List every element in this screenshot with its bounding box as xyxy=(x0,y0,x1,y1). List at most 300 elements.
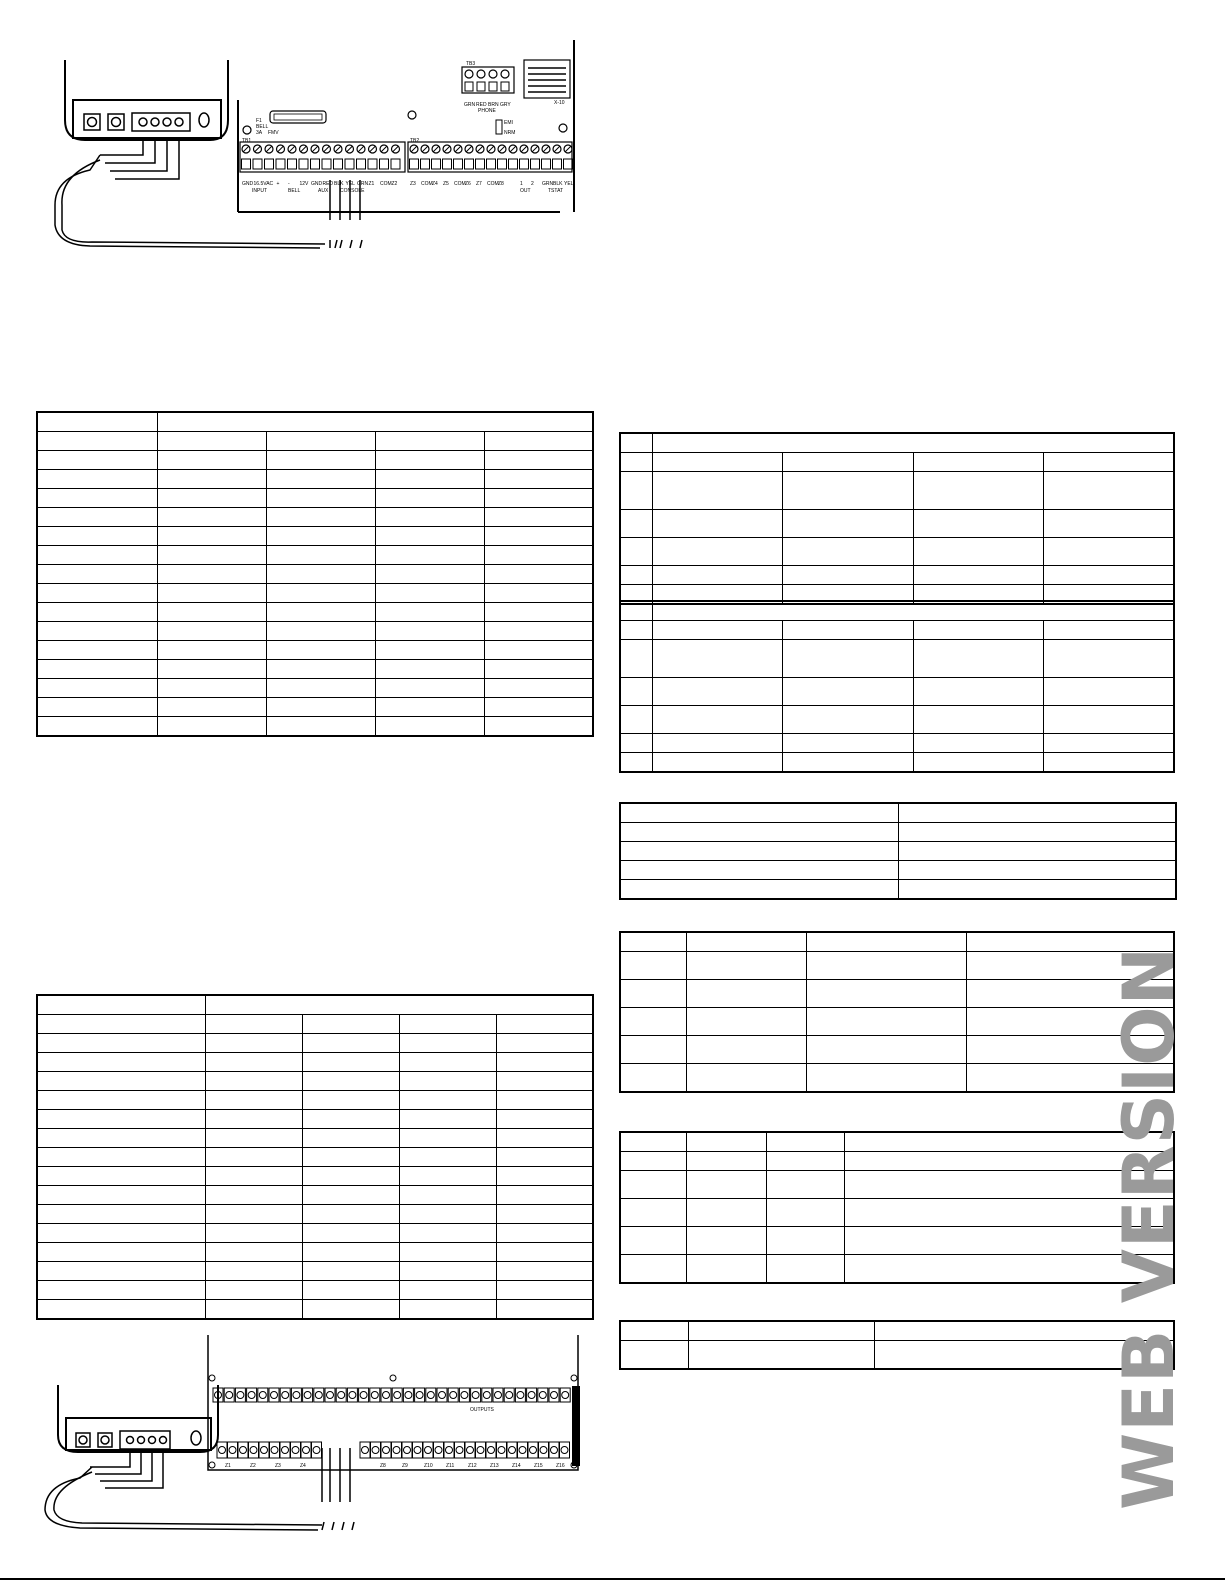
terminal-screw xyxy=(477,70,485,78)
table-cell xyxy=(484,489,593,508)
table-cell xyxy=(898,823,1176,842)
terminal-label: Z6 xyxy=(465,181,471,187)
table-row xyxy=(620,1152,1174,1171)
table-cell xyxy=(37,1205,205,1224)
table-cell xyxy=(620,706,652,734)
table-cell xyxy=(37,508,157,527)
table-cell xyxy=(484,603,593,622)
table-cell xyxy=(1044,678,1175,706)
terminal-screw xyxy=(229,1447,236,1454)
table-cell xyxy=(620,734,652,753)
table-row xyxy=(620,601,1174,621)
table-cell xyxy=(37,470,157,489)
table-cell xyxy=(37,432,157,451)
jumper-label: NRM xyxy=(504,130,516,136)
table-row xyxy=(620,566,1174,585)
terminal-label: Z7 xyxy=(476,181,482,187)
table-cell xyxy=(205,1167,302,1186)
table-cell xyxy=(157,451,266,470)
table-cell xyxy=(37,1015,205,1034)
terminal-screw xyxy=(250,1447,257,1454)
table-cell xyxy=(399,1072,496,1091)
table-cell xyxy=(1044,453,1175,472)
table-row xyxy=(620,734,1174,753)
table-cell xyxy=(898,880,1176,900)
terminal-screw xyxy=(517,1392,524,1399)
zone-label: Z2 xyxy=(250,1463,256,1469)
table-cell xyxy=(496,1110,593,1129)
table-cell xyxy=(898,842,1176,861)
table-cell xyxy=(157,679,266,698)
table-cell xyxy=(484,470,593,489)
table-cell xyxy=(783,538,914,566)
table-row xyxy=(620,1341,1174,1369)
table-row xyxy=(37,1186,593,1205)
table-cell xyxy=(205,1110,302,1129)
table-row xyxy=(620,640,1174,678)
table-cell xyxy=(375,470,484,489)
terminal-group-label: OUT xyxy=(520,188,531,194)
table-cell xyxy=(205,1034,302,1053)
table-row xyxy=(37,1110,593,1129)
table-cell xyxy=(37,527,157,546)
terminal-screw xyxy=(404,1447,411,1454)
table-cell xyxy=(806,1008,966,1036)
table-cell xyxy=(205,1015,302,1034)
table-cell xyxy=(205,1243,302,1262)
terminal-label: Z5 xyxy=(443,181,449,187)
table-cell xyxy=(205,995,593,1015)
table-cell xyxy=(37,489,157,508)
table-cell xyxy=(157,565,266,584)
table-cell xyxy=(302,1205,399,1224)
table-cell xyxy=(157,546,266,565)
table-row xyxy=(620,1132,1174,1152)
console-module xyxy=(65,60,228,140)
terminal-screw xyxy=(271,1447,278,1454)
terminal-screw xyxy=(439,1392,446,1399)
table-row xyxy=(620,932,1174,952)
table-row xyxy=(37,1034,593,1053)
console-module xyxy=(58,1385,218,1452)
table-cell xyxy=(620,510,652,538)
table-cell xyxy=(37,1148,205,1167)
outputs-label: OUTPUTS xyxy=(470,1407,494,1413)
table-cell xyxy=(496,1262,593,1281)
table-row xyxy=(620,1171,1174,1199)
table-cell xyxy=(205,1281,302,1300)
left-table-1 xyxy=(36,411,594,737)
terminal-screw xyxy=(461,1392,468,1399)
terminal-screw xyxy=(483,1392,490,1399)
terminal-screw xyxy=(472,1392,479,1399)
terminal-screw xyxy=(261,1447,268,1454)
table-cell xyxy=(266,432,375,451)
table-cell xyxy=(806,1064,966,1092)
zone-label: Z10 xyxy=(424,1463,433,1469)
terminal-label: 16.5VAC xyxy=(253,181,274,187)
table-row xyxy=(620,1321,1174,1341)
table-cell xyxy=(652,621,783,640)
table-cell xyxy=(652,678,783,706)
table-cell xyxy=(399,1224,496,1243)
table-cell xyxy=(652,706,783,734)
table-cell xyxy=(37,1129,205,1148)
x10-label: X-10 xyxy=(554,100,565,106)
terminal-clamp xyxy=(311,159,320,169)
table-cell xyxy=(37,546,157,565)
table-cell xyxy=(620,538,652,566)
table-cell xyxy=(652,601,1174,621)
table-cell xyxy=(375,603,484,622)
table-cell xyxy=(913,510,1044,538)
table-cell xyxy=(484,679,593,698)
table-cell xyxy=(620,1064,686,1092)
table-cell xyxy=(766,1171,844,1199)
table-cell xyxy=(496,1148,593,1167)
table-cell xyxy=(1044,753,1175,773)
table-cell xyxy=(620,932,686,952)
terminal-screw xyxy=(562,1392,569,1399)
terminal-clamp xyxy=(276,159,285,169)
terminal-clamp xyxy=(421,159,430,169)
page-bottom-rule xyxy=(0,1578,1225,1580)
table-cell xyxy=(399,1110,496,1129)
table-cell xyxy=(37,1053,205,1072)
zone-label: Z8 xyxy=(380,1463,386,1469)
table-cell xyxy=(399,1167,496,1186)
table-cell xyxy=(302,1091,399,1110)
terminal-screw xyxy=(450,1392,457,1399)
table-cell xyxy=(37,660,157,679)
table-row xyxy=(37,1167,593,1186)
terminal-screw xyxy=(304,1392,311,1399)
table-cell xyxy=(913,734,1044,753)
table-cell xyxy=(399,1015,496,1034)
table-cell xyxy=(652,510,783,538)
table-cell xyxy=(686,1227,766,1255)
table-cell xyxy=(496,1167,593,1186)
table-cell xyxy=(37,565,157,584)
terminal-screw xyxy=(498,1447,505,1454)
table-cell xyxy=(913,472,1044,510)
table-cell xyxy=(913,566,1044,585)
console-cable xyxy=(45,1448,354,1530)
terminal-clamp xyxy=(454,159,463,169)
table-cell xyxy=(375,432,484,451)
table-cell xyxy=(496,1224,593,1243)
table-cell xyxy=(620,1227,686,1255)
tb3-label: TB3 xyxy=(466,61,476,67)
table-cell xyxy=(37,995,205,1015)
terminal-screw xyxy=(282,1392,289,1399)
terminal-screw xyxy=(530,1447,537,1454)
table-cell xyxy=(496,1072,593,1091)
terminal-screw xyxy=(360,1392,367,1399)
zone-label: Z4 xyxy=(300,1463,306,1469)
table-cell xyxy=(375,565,484,584)
zone-label: Z16 xyxy=(556,1463,565,1469)
terminal-screw xyxy=(488,1447,495,1454)
terminal-screw xyxy=(271,1392,278,1399)
table-cell xyxy=(620,678,652,706)
terminal-screw xyxy=(362,1447,369,1454)
table-cell xyxy=(302,1262,399,1281)
table-cell xyxy=(496,1186,593,1205)
terminal-label: GRN xyxy=(464,102,476,108)
table-cell xyxy=(783,734,914,753)
table-row xyxy=(37,995,593,1015)
table-cell xyxy=(375,489,484,508)
terminal-clamp xyxy=(242,159,251,169)
table-cell xyxy=(302,1053,399,1072)
table-cell xyxy=(620,433,652,453)
terminal-screw xyxy=(425,1447,432,1454)
table-cell xyxy=(37,622,157,641)
table-cell xyxy=(484,508,593,527)
terminal-label: GND xyxy=(311,181,323,187)
terminal-screw xyxy=(293,1392,300,1399)
table-row xyxy=(37,603,593,622)
table-cell xyxy=(484,527,593,546)
table-cell xyxy=(496,1243,593,1262)
tb1-label: TB1 xyxy=(242,138,252,144)
table-row xyxy=(620,980,1174,1008)
table-cell xyxy=(157,698,266,717)
table-cell xyxy=(620,1152,686,1171)
terminal-clamp xyxy=(443,159,452,169)
terminal-clamp xyxy=(299,159,308,169)
table-cell xyxy=(686,1255,766,1283)
terminal-screw xyxy=(303,1447,310,1454)
table-cell xyxy=(375,527,484,546)
terminal-screw xyxy=(467,1447,474,1454)
table-row xyxy=(37,1281,593,1300)
table-cell xyxy=(484,641,593,660)
table-cell xyxy=(205,1205,302,1224)
table-row xyxy=(37,1243,593,1262)
terminal-label: 12V xyxy=(299,181,309,187)
table-cell xyxy=(157,508,266,527)
table-cell xyxy=(652,753,783,773)
table-cell xyxy=(496,1015,593,1034)
table-cell xyxy=(806,932,966,952)
table-row xyxy=(620,510,1174,538)
zone-label: Z12 xyxy=(468,1463,477,1469)
table-cell xyxy=(399,1053,496,1072)
table-cell xyxy=(37,698,157,717)
table-row xyxy=(37,698,593,717)
table-cell xyxy=(302,1300,399,1320)
terminal-label: Z3 xyxy=(410,181,416,187)
table-cell xyxy=(783,753,914,773)
table-cell xyxy=(157,641,266,660)
terminal-clamp xyxy=(391,159,400,169)
terminal-screw xyxy=(315,1392,322,1399)
table-row xyxy=(37,717,593,737)
table-cell xyxy=(620,1341,688,1369)
terminal-label: GRN xyxy=(357,181,369,187)
table-cell xyxy=(484,546,593,565)
table-cell xyxy=(484,717,593,737)
table-cell xyxy=(205,1091,302,1110)
table-cell xyxy=(205,1072,302,1091)
terminal-screw xyxy=(456,1447,463,1454)
table-cell xyxy=(496,1300,593,1320)
fuse-label: 3A xyxy=(256,130,263,136)
table-row xyxy=(620,823,1176,842)
table-row xyxy=(37,1300,593,1320)
table-row xyxy=(37,489,593,508)
table-cell xyxy=(913,640,1044,678)
table-cell xyxy=(766,1255,844,1283)
table-row xyxy=(37,508,593,527)
terminal-group-label: AUX xyxy=(318,188,329,194)
table-row xyxy=(620,1008,1174,1036)
table-cell xyxy=(375,679,484,698)
table-cell xyxy=(620,601,652,621)
terminal-clamp xyxy=(288,159,297,169)
table-cell xyxy=(266,717,375,737)
terminal-screw xyxy=(237,1392,244,1399)
table-cell xyxy=(620,880,898,900)
terminal-label: 1 xyxy=(520,181,523,187)
right-table-5 xyxy=(619,1131,1175,1284)
table-cell xyxy=(620,1321,688,1341)
table-cell xyxy=(399,1034,496,1053)
terminal-clamp xyxy=(368,159,377,169)
table-cell xyxy=(37,1281,205,1300)
table-cell xyxy=(37,1110,205,1129)
table-cell xyxy=(766,1152,844,1171)
terminal-screw xyxy=(259,1392,266,1399)
table-cell xyxy=(37,451,157,470)
table-cell xyxy=(375,508,484,527)
terminal-screw xyxy=(416,1392,423,1399)
terminal-screw xyxy=(248,1392,255,1399)
terminal-label: YEL xyxy=(564,181,574,187)
table-cell xyxy=(484,451,593,470)
table-cell xyxy=(688,1321,874,1341)
terminal-label: COM xyxy=(380,181,392,187)
table-cell xyxy=(620,952,686,980)
table-cell xyxy=(620,1255,686,1283)
terminal-label: BLK xyxy=(334,181,344,187)
terminal-clamp xyxy=(520,159,529,169)
terminal-screw xyxy=(338,1392,345,1399)
terminal-screw xyxy=(528,1392,535,1399)
table-cell xyxy=(37,1091,205,1110)
table-cell xyxy=(686,932,806,952)
table-cell xyxy=(302,1034,399,1053)
table-cell xyxy=(399,1281,496,1300)
terminal-label: GRN xyxy=(542,181,554,187)
table-row xyxy=(620,1036,1174,1064)
table-cell xyxy=(686,952,806,980)
table-row xyxy=(37,1015,593,1034)
table-cell xyxy=(766,1132,844,1152)
table-cell xyxy=(783,566,914,585)
table-row xyxy=(620,1227,1174,1255)
table-cell xyxy=(266,603,375,622)
table-cell xyxy=(686,1171,766,1199)
terminal-screw xyxy=(383,1392,390,1399)
table-cell xyxy=(913,678,1044,706)
table-cell xyxy=(898,861,1176,880)
table-cell xyxy=(620,566,652,585)
table-row xyxy=(620,678,1174,706)
table-cell xyxy=(620,1036,686,1064)
table-cell xyxy=(652,640,783,678)
table-row xyxy=(37,565,593,584)
right-table-2 xyxy=(619,600,1175,773)
table-cell xyxy=(37,412,157,432)
table-cell xyxy=(898,803,1176,823)
table-row xyxy=(37,584,593,603)
table-cell xyxy=(652,453,783,472)
table-cell xyxy=(1044,706,1175,734)
table-cell xyxy=(620,823,898,842)
terminal-screw xyxy=(519,1447,526,1454)
table-cell xyxy=(620,861,898,880)
table-cell xyxy=(620,1132,686,1152)
terminal-screw xyxy=(489,70,497,78)
terminal-clamp xyxy=(334,159,343,169)
table-cell xyxy=(399,1129,496,1148)
table-cell xyxy=(399,1186,496,1205)
left-table-2 xyxy=(36,994,594,1320)
table-cell xyxy=(375,698,484,717)
terminal-clamp xyxy=(531,159,540,169)
table-cell xyxy=(686,980,806,1008)
table-cell xyxy=(37,1224,205,1243)
fuse-label: BELL xyxy=(256,124,269,130)
terminal-label: COM xyxy=(487,181,499,187)
table-cell xyxy=(302,1224,399,1243)
table-cell xyxy=(620,803,898,823)
table-cell xyxy=(375,641,484,660)
watermark: WEB VERSION xyxy=(1108,945,1190,1510)
table-cell xyxy=(399,1091,496,1110)
table-cell xyxy=(484,698,593,717)
table-cell xyxy=(913,538,1044,566)
terminal-screw xyxy=(465,70,473,78)
terminal-screw xyxy=(394,1392,401,1399)
table-cell xyxy=(783,640,914,678)
terminal-screw xyxy=(393,1447,400,1454)
table-cell xyxy=(266,451,375,470)
terminal-label: BRN xyxy=(488,102,499,108)
table-cell xyxy=(266,622,375,641)
table-cell xyxy=(620,640,652,678)
table-cell xyxy=(1044,510,1175,538)
terminal-clamp xyxy=(380,159,389,169)
terminal-screw xyxy=(327,1392,334,1399)
table-cell xyxy=(620,980,686,1008)
terminal-screw xyxy=(405,1392,412,1399)
jumper-label: EMI xyxy=(504,120,513,126)
terminal-screw xyxy=(539,1392,546,1399)
bottom-wiring-diagram xyxy=(0,1330,600,1545)
expansion-board xyxy=(208,1335,580,1470)
table-row xyxy=(620,842,1176,861)
table-row xyxy=(37,1148,593,1167)
table-row xyxy=(37,451,593,470)
table-cell xyxy=(157,412,593,432)
table-cell xyxy=(652,433,1174,453)
table-cell xyxy=(620,1199,686,1227)
table-cell xyxy=(37,1072,205,1091)
